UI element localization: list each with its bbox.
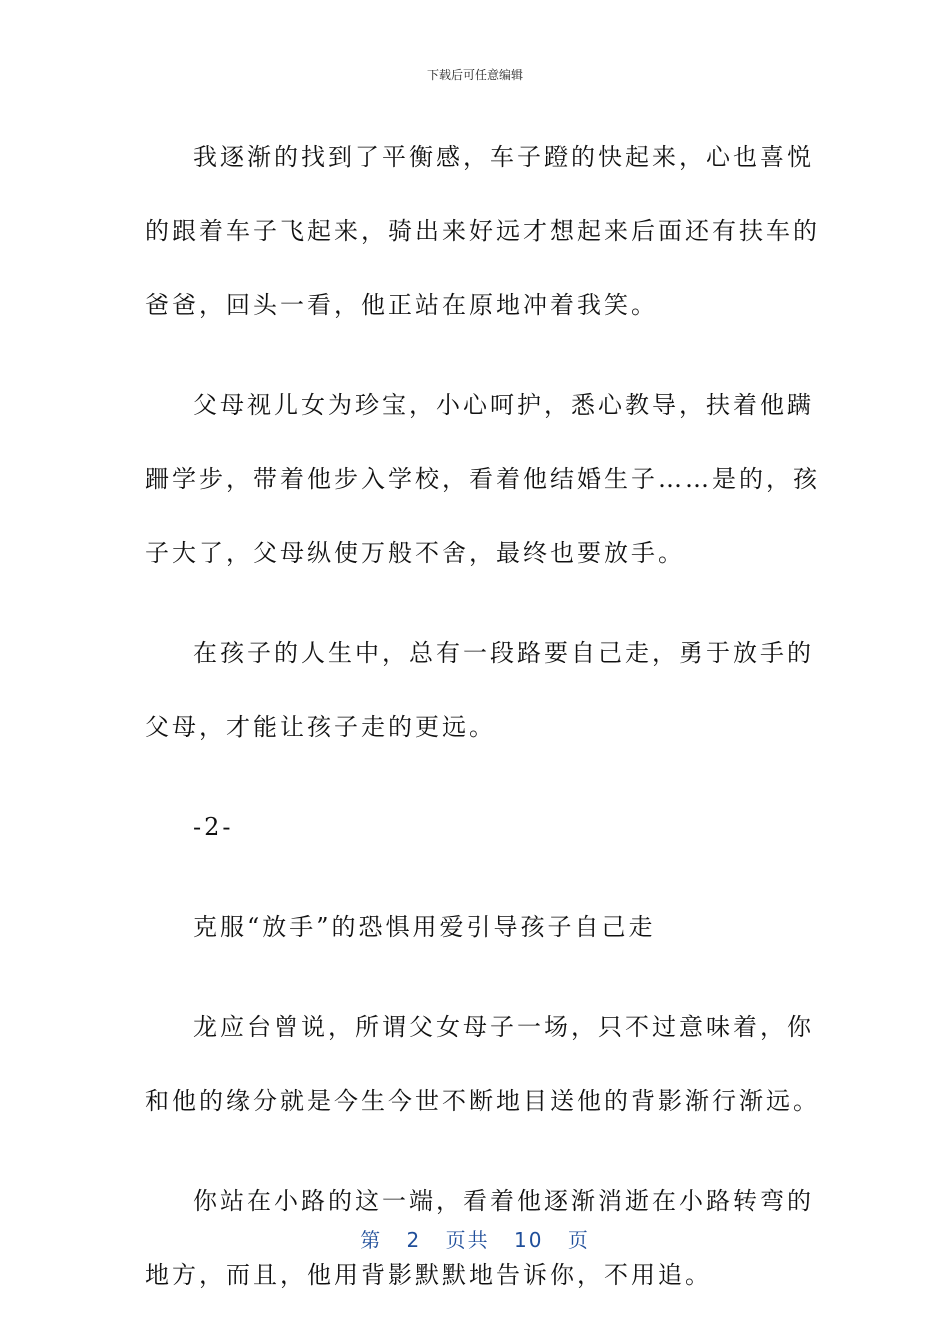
paragraph-3: 在孩子的人生中，总有一段路要自己走，勇于放手的父母，才能让孩子走的更远。	[145, 639, 814, 741]
paragraph-1: 我逐渐的找到了平衡感，车子蹬的快起来，心也喜悦的跟着车子飞起来，骑出来好远才想起来后面还有扶车的爸爸，回头一看，他正站在原地冲着我笑。	[145, 143, 820, 319]
paragraph-4: 龙应台曾说，所谓父女母子一场，只不过意味着，你和他的缘分就是今生今世不断地目送他的背影渐行渐远。	[145, 1013, 820, 1115]
footer-page-number: 2	[406, 1228, 422, 1252]
footer-total-pages: 10	[514, 1228, 544, 1252]
section-heading: 克服“放手”的恐惧用爱引导孩子自己走	[193, 913, 656, 941]
paragraph-5: 你站在小路的这一端，看着他逐渐消逝在小路转弯的地方，而且，他用背影默默地告诉你，不用追。	[145, 1187, 814, 1289]
footer-prefix: 第	[360, 1228, 383, 1252]
page-footer	[0, 1224, 950, 1253]
section-number: -2-	[193, 813, 234, 841]
footer-suffix: 页	[567, 1228, 590, 1252]
footer-middle: 页共	[445, 1228, 490, 1252]
page-header: 下载后可任意编辑	[426, 68, 523, 82]
document-body	[145, 120, 825, 1312]
paragraph-2: 父母视儿女为珍宝，小心呵护，悉心教导，扶着他蹒跚学步，带着他步入学校，看着他结婚生子……是的，孩子大了，父母纵使万般不舍，最终也要放手。	[145, 391, 820, 567]
